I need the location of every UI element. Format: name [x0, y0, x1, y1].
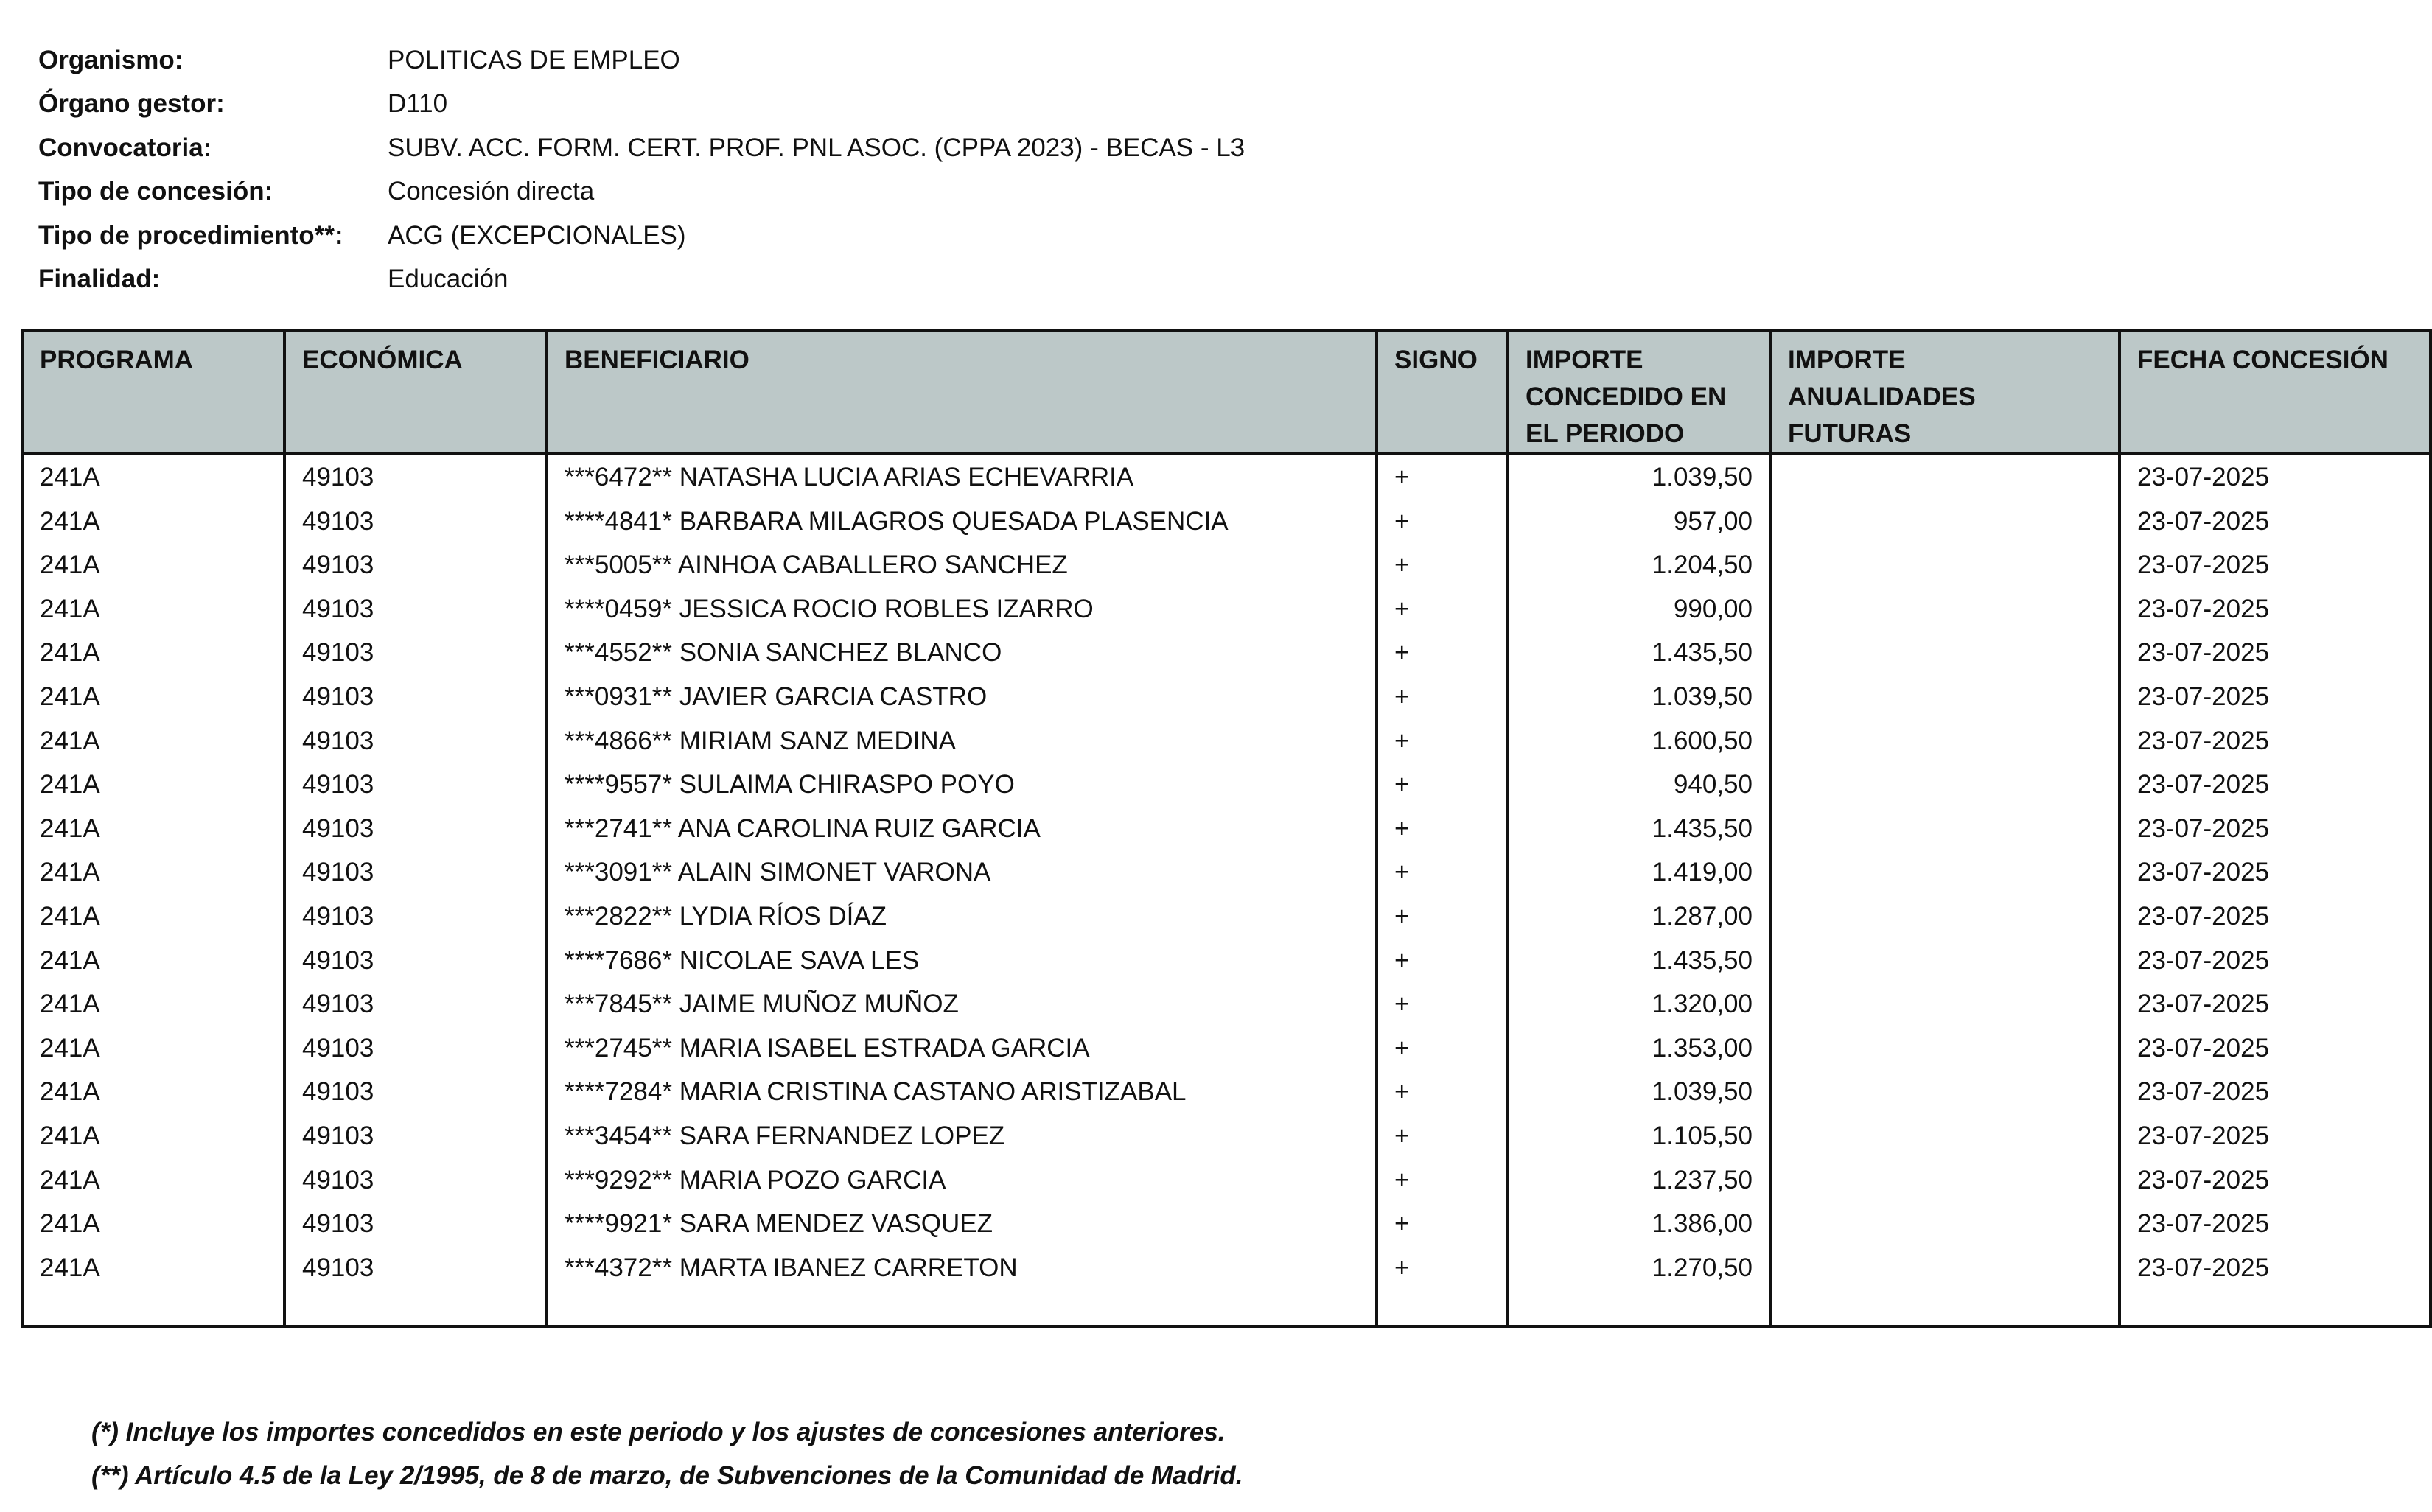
- cell-economica: 49103: [284, 454, 547, 500]
- cell-anualidades-futuras: [1770, 1070, 2120, 1114]
- cell-anualidades-futuras: [1770, 763, 2120, 807]
- cell-importe: 1.039,50: [1508, 1070, 1770, 1114]
- cell-anualidades-futuras: [1770, 1246, 2120, 1290]
- cell-anualidades-futuras: [1770, 1114, 2120, 1158]
- cell-programa: 241A: [22, 543, 284, 587]
- cell-anualidades-futuras: [1770, 543, 2120, 587]
- cell-beneficiario: ***4372** MARTA IBANEZ CARRETON: [547, 1246, 1377, 1290]
- column-header-anualidades-futuras: [1770, 330, 2120, 454]
- cell-programa: 241A: [22, 500, 284, 544]
- cell-fecha: 23-07-2025: [2120, 1026, 2431, 1071]
- cell-fecha: 23-07-2025: [2120, 1246, 2431, 1290]
- cell-anualidades-futuras: [1770, 850, 2120, 895]
- cell-signo: +: [1377, 1070, 1508, 1114]
- cell-beneficiario: ***7845** JAIME MUÑOZ MUÑOZ: [547, 982, 1377, 1026]
- grants-table: [21, 329, 2432, 1328]
- table-row: [22, 454, 2431, 500]
- meta-value: Educación: [388, 265, 509, 294]
- header-label: SIGNO: [1394, 346, 1478, 374]
- cell-fecha: 23-07-2025: [2120, 895, 2431, 939]
- meta-row-organo-gestor: [38, 83, 1245, 127]
- table-row: [22, 1026, 2431, 1071]
- cell-economica: 49103: [284, 1158, 547, 1203]
- meta-value: Concesión directa: [388, 177, 595, 206]
- header-label-line: CONCEDIDO EN: [1526, 382, 1727, 411]
- meta-value: POLITICAS DE EMPLEO: [388, 45, 680, 74]
- cell-beneficiario: ****0459* JESSICA ROCIO ROBLES IZARRO: [547, 587, 1377, 631]
- table-header-row: [22, 330, 2431, 454]
- table-row: [22, 1202, 2431, 1246]
- cell-programa: 241A: [22, 675, 284, 719]
- cell-signo: +: [1377, 1202, 1508, 1246]
- cell-signo: +: [1377, 807, 1508, 851]
- column-header-programa: [22, 330, 284, 454]
- cell-economica: 49103: [284, 500, 547, 544]
- table-row: [22, 500, 2431, 544]
- cell-signo: +: [1377, 1026, 1508, 1071]
- header-label-line: ANUALIDADES: [1788, 382, 1976, 411]
- meta-label: Finalidad:: [38, 265, 161, 294]
- meta-row-tipo-procedimiento: [38, 214, 1245, 258]
- cell-fecha: 23-07-2025: [2120, 939, 2431, 983]
- cell-beneficiario: ***4552** SONIA SANCHEZ BLANCO: [547, 631, 1377, 675]
- cell-fecha: 23-07-2025: [2120, 850, 2431, 895]
- table-row: [22, 587, 2431, 631]
- cell-fecha: 23-07-2025: [2120, 719, 2431, 763]
- cell-economica: 49103: [284, 587, 547, 631]
- cell-fecha: 23-07-2025: [2120, 543, 2431, 587]
- table-row: [22, 675, 2431, 719]
- cell-importe: 1.419,00: [1508, 850, 1770, 895]
- cell-importe: 1.353,00: [1508, 1026, 1770, 1071]
- cell-importe: 1.237,50: [1508, 1158, 1770, 1203]
- column-header-fecha: [2120, 330, 2431, 454]
- cell-importe: 1.600,50: [1508, 719, 1770, 763]
- meta-row-convocatoria: [38, 126, 1245, 170]
- cell-importe: 1.105,50: [1508, 1114, 1770, 1158]
- table-bottom-spacer: [22, 1289, 2431, 1326]
- cell-economica: 49103: [284, 631, 547, 675]
- cell-importe: 1.435,50: [1508, 939, 1770, 983]
- meta-label: Convocatoria:: [38, 133, 212, 162]
- cell-signo: +: [1377, 982, 1508, 1026]
- cell-signo: +: [1377, 454, 1508, 500]
- cell-programa: 241A: [22, 850, 284, 895]
- cell-programa: 241A: [22, 631, 284, 675]
- cell-signo: +: [1377, 763, 1508, 807]
- header-label: PROGRAMA: [40, 346, 194, 374]
- header-label-line: IMPORTE: [1526, 346, 1643, 374]
- table-row: [22, 807, 2431, 851]
- column-header-beneficiario: [547, 330, 1377, 454]
- cell-programa: 241A: [22, 895, 284, 939]
- table-row: [22, 1158, 2431, 1203]
- table-row: [22, 939, 2431, 983]
- cell-importe: 1.287,00: [1508, 895, 1770, 939]
- cell-beneficiario: ***0931** JAVIER GARCIA CASTRO: [547, 675, 1377, 719]
- column-header-signo: [1377, 330, 1508, 454]
- cell-programa: 241A: [22, 1070, 284, 1114]
- cell-importe: 1.039,50: [1508, 454, 1770, 500]
- cell-importe: 1.204,50: [1508, 543, 1770, 587]
- cell-fecha: 23-07-2025: [2120, 1158, 2431, 1203]
- cell-fecha: 23-07-2025: [2120, 675, 2431, 719]
- cell-importe: 1.039,50: [1508, 675, 1770, 719]
- header-info: [38, 38, 1245, 301]
- header-label-line: EL PERIODO: [1526, 419, 1685, 448]
- meta-label: Tipo de procedimiento**:: [38, 220, 343, 250]
- cell-fecha: 23-07-2025: [2120, 982, 2431, 1026]
- cell-beneficiario: ***6472** NATASHA LUCIA ARIAS ECHEVARRIA: [547, 454, 1377, 500]
- table-row: [22, 763, 2431, 807]
- cell-signo: +: [1377, 895, 1508, 939]
- cell-fecha: 23-07-2025: [2120, 1114, 2431, 1158]
- cell-anualidades-futuras: [1770, 719, 2120, 763]
- cell-economica: 49103: [284, 939, 547, 983]
- cell-programa: 241A: [22, 719, 284, 763]
- cell-economica: 49103: [284, 675, 547, 719]
- table-row: [22, 543, 2431, 587]
- cell-signo: +: [1377, 587, 1508, 631]
- cell-anualidades-futuras: [1770, 895, 2120, 939]
- cell-signo: +: [1377, 500, 1508, 544]
- cell-signo: +: [1377, 939, 1508, 983]
- cell-programa: 241A: [22, 1246, 284, 1290]
- cell-economica: 49103: [284, 850, 547, 895]
- footnotes: [91, 1410, 1243, 1497]
- cell-economica: 49103: [284, 763, 547, 807]
- cell-economica: 49103: [284, 1114, 547, 1158]
- cell-signo: +: [1377, 631, 1508, 675]
- meta-row-organismo: [38, 38, 1245, 83]
- footnote: (**) Artículo 4.5 de la Ley 2/1995, de 8 de marzo, de Subvenciones de la Comunidad de Madrid.: [91, 1461, 1243, 1490]
- cell-importe: 1.270,50: [1508, 1246, 1770, 1290]
- cell-anualidades-futuras: [1770, 587, 2120, 631]
- cell-fecha: 23-07-2025: [2120, 1070, 2431, 1114]
- header-label-line: IMPORTE: [1788, 346, 1906, 374]
- table-row: [22, 1246, 2431, 1290]
- cell-beneficiario: ****9921* SARA MENDEZ VASQUEZ: [547, 1202, 1377, 1246]
- meta-value: SUBV. ACC. FORM. CERT. PROF. PNL ASOC. (CPPA 2023) - BECAS - L3: [388, 133, 1245, 162]
- table-row: [22, 982, 2431, 1026]
- cell-anualidades-futuras: [1770, 631, 2120, 675]
- cell-importe: 1.386,00: [1508, 1202, 1770, 1246]
- cell-anualidades-futuras: [1770, 939, 2120, 983]
- cell-signo: +: [1377, 1158, 1508, 1203]
- cell-signo: +: [1377, 850, 1508, 895]
- cell-economica: 49103: [284, 1026, 547, 1071]
- cell-anualidades-futuras: [1770, 1202, 2120, 1246]
- meta-row-tipo-concesion: [38, 170, 1245, 214]
- cell-fecha: 23-07-2025: [2120, 587, 2431, 631]
- meta-row-finalidad: [38, 258, 1245, 302]
- column-header-economica: [284, 330, 547, 454]
- cell-anualidades-futuras: [1770, 454, 2120, 500]
- cell-programa: 241A: [22, 1158, 284, 1203]
- cell-economica: 49103: [284, 1202, 547, 1246]
- cell-importe: 1.435,50: [1508, 807, 1770, 851]
- cell-beneficiario: ****9557* SULAIMA CHIRASPO POYO: [547, 763, 1377, 807]
- cell-signo: +: [1377, 543, 1508, 587]
- meta-label: Tipo de concesión:: [38, 177, 273, 206]
- cell-economica: 49103: [284, 807, 547, 851]
- cell-anualidades-futuras: [1770, 500, 2120, 544]
- header-label-line: FUTURAS: [1788, 419, 1912, 448]
- cell-beneficiario: ***2741** ANA CAROLINA RUIZ GARCIA: [547, 807, 1377, 851]
- table-row: [22, 850, 2431, 895]
- cell-programa: 241A: [22, 1202, 284, 1246]
- cell-beneficiario: ***2745** MARIA ISABEL ESTRADA GARCIA: [547, 1026, 1377, 1071]
- table-row: [22, 1114, 2431, 1158]
- cell-importe: 990,00: [1508, 587, 1770, 631]
- cell-importe: 1.320,00: [1508, 982, 1770, 1026]
- footnote: (*) Incluye los importes concedidos en este periodo y los ajustes de concesiones anteriores.: [91, 1418, 1226, 1446]
- cell-fecha: 23-07-2025: [2120, 631, 2431, 675]
- column-header-importe: [1508, 330, 1770, 454]
- cell-fecha: 23-07-2025: [2120, 1202, 2431, 1246]
- cell-economica: 49103: [284, 1070, 547, 1114]
- cell-fecha: 23-07-2025: [2120, 454, 2431, 500]
- cell-anualidades-futuras: [1770, 1158, 2120, 1203]
- cell-economica: 49103: [284, 1246, 547, 1290]
- meta-label: Órgano gestor:: [38, 89, 225, 119]
- cell-anualidades-futuras: [1770, 807, 2120, 851]
- cell-anualidades-futuras: [1770, 1026, 2120, 1071]
- cell-programa: 241A: [22, 454, 284, 500]
- cell-beneficiario: ***3091** ALAIN SIMONET VARONA: [547, 850, 1377, 895]
- header-label: ECONÓMICA: [302, 346, 463, 374]
- table-row: [22, 719, 2431, 763]
- cell-fecha: 23-07-2025: [2120, 763, 2431, 807]
- cell-fecha: 23-07-2025: [2120, 807, 2431, 851]
- cell-fecha: 23-07-2025: [2120, 500, 2431, 544]
- header-label: BENEFICIARIO: [565, 346, 749, 374]
- cell-signo: +: [1377, 1246, 1508, 1290]
- cell-beneficiario: ***9292** MARIA POZO GARCIA: [547, 1158, 1377, 1203]
- cell-beneficiario: ***2822** LYDIA RÍOS DÍAZ: [547, 895, 1377, 939]
- cell-importe: 957,00: [1508, 500, 1770, 544]
- meta-label: Organismo:: [38, 45, 184, 74]
- cell-beneficiario: ***4866** MIRIAM SANZ MEDINA: [547, 719, 1377, 763]
- cell-economica: 49103: [284, 719, 547, 763]
- cell-economica: 49103: [284, 543, 547, 587]
- cell-economica: 49103: [284, 895, 547, 939]
- cell-beneficiario: ***3454** SARA FERNANDEZ LOPEZ: [547, 1114, 1377, 1158]
- cell-anualidades-futuras: [1770, 675, 2120, 719]
- cell-importe: 1.435,50: [1508, 631, 1770, 675]
- meta-value: ACG (EXCEPCIONALES): [388, 220, 686, 250]
- cell-anualidades-futuras: [1770, 982, 2120, 1026]
- table-row: [22, 1070, 2431, 1114]
- cell-programa: 241A: [22, 807, 284, 851]
- cell-programa: 241A: [22, 1114, 284, 1158]
- table-row: [22, 631, 2431, 675]
- cell-beneficiario: ****4841* BARBARA MILAGROS QUESADA PLASENCIA: [547, 500, 1377, 544]
- cell-beneficiario: ****7686* NICOLAE SAVA LES: [547, 939, 1377, 983]
- cell-beneficiario: ***5005** AINHOA CABALLERO SANCHEZ: [547, 543, 1377, 587]
- table-row: [22, 895, 2431, 939]
- cell-economica: 49103: [284, 982, 547, 1026]
- cell-programa: 241A: [22, 587, 284, 631]
- cell-programa: 241A: [22, 939, 284, 983]
- cell-programa: 241A: [22, 1026, 284, 1071]
- cell-programa: 241A: [22, 763, 284, 807]
- cell-signo: +: [1377, 1114, 1508, 1158]
- cell-beneficiario: ****7284* MARIA CRISTINA CASTANO ARISTIZABAL: [547, 1070, 1377, 1114]
- header-label: FECHA CONCESIÓN: [2137, 346, 2389, 374]
- cell-signo: +: [1377, 719, 1508, 763]
- meta-value: D110: [388, 89, 448, 119]
- cell-signo: +: [1377, 675, 1508, 719]
- cell-programa: 241A: [22, 982, 284, 1026]
- cell-importe: 940,50: [1508, 763, 1770, 807]
